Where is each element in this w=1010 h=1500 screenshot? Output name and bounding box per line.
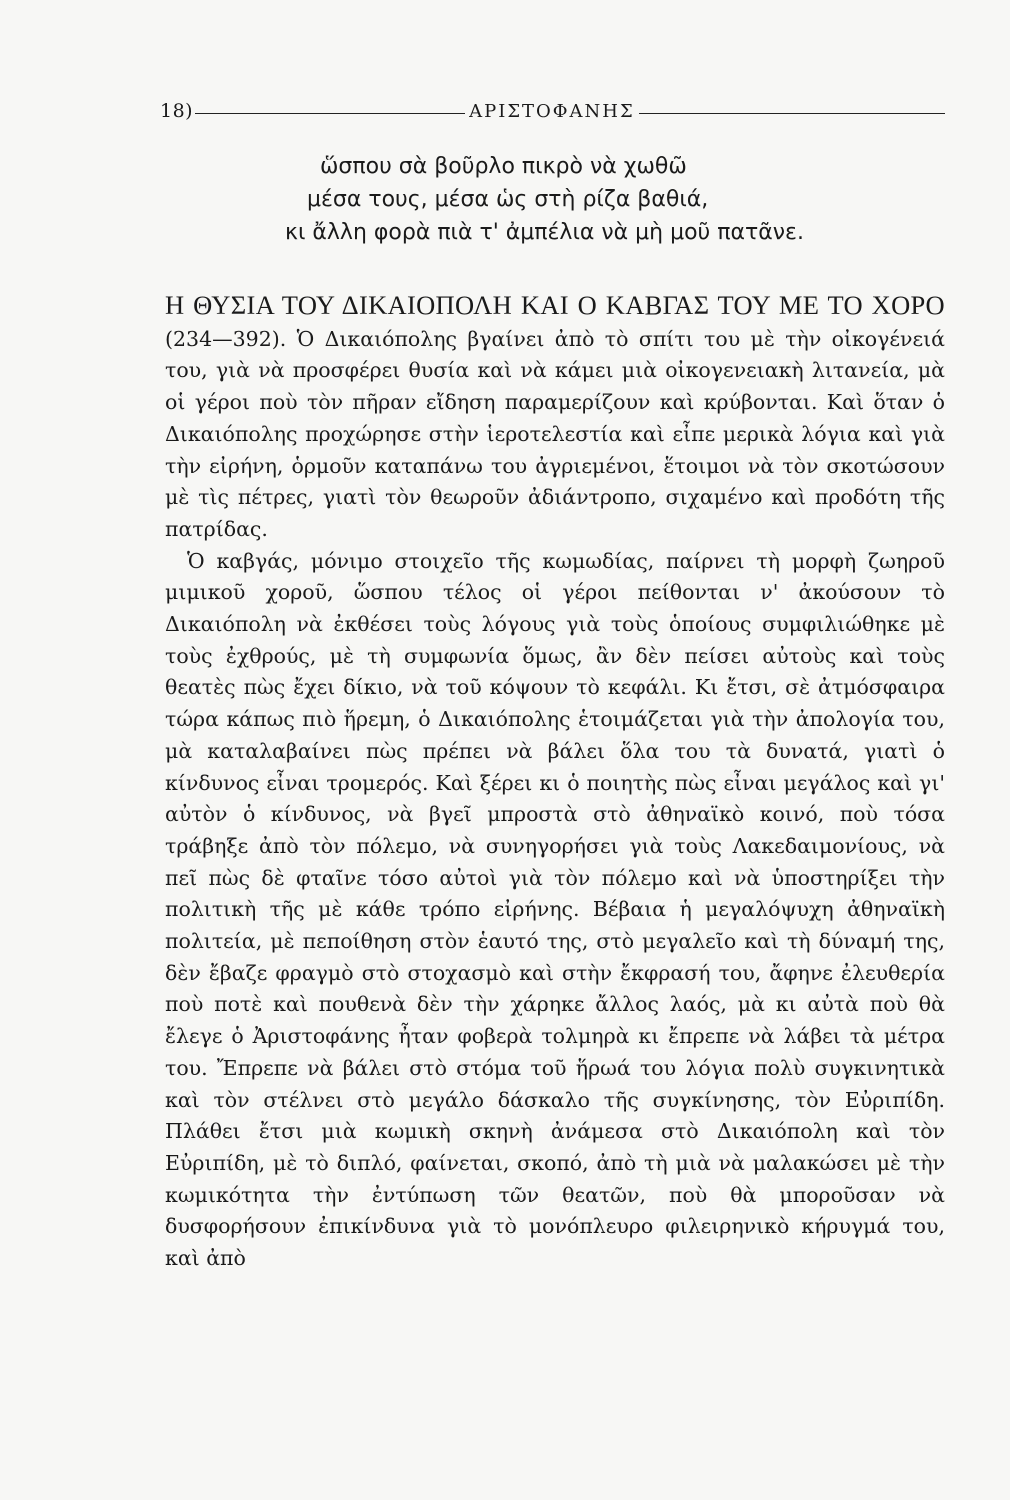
poem-excerpt [285, 150, 955, 249]
poem-line: ὥσπου σὰ βοῦρλο πικρὸ νὰ χωθῶ [320, 154, 687, 179]
header-rule-right [639, 113, 945, 114]
paragraph [165, 546, 945, 1275]
paragraph-text: Ὁ καβγάς, μόνιμο στοιχεῖο τῆς κωμωδίας, παίρνει τὴ μορφὴ ζωηροῦ μιμικοῦ χοροῦ, ὥσπου τέλος οἱ γέροι πείθονται ν' ἀκούσουν τὸ Δικαιόπολη νὰ ἐκθέσει τοὺς λόγους γιὰ τοὺς ὁποίους συμφιλιώθηκε μὲ τοὺς ἐχθρούς, μὲ τὴ συμφωνία ὅμως, ἂν δὲν πείσει αὐτοὺς καὶ τοὺς θεατὲς πὼς ἔχει δίκιο, νὰ τοῦ κόψουν τὸ κεφάλι. Κι ἔτσι, σὲ ἀτμόσφαιρα τώρα κάπως πιὸ ἥρεμη, ὁ Δικαιόπολης ἑτοιμάζεται γιὰ τὴν ἀπολογία του, μὰ καταλαβαίνει πὼς πρέπει νὰ βάλει ὅλα του τὰ δυνατά, γιατὶ ὁ κίνδυνος εἶναι τρομερός. Καὶ ξέρει κι ὁ ποιητὴς πὼς εἶναι μεγάλος καὶ γι' αὐτὸν ὁ κίνδυνος, νὰ βγεῖ μπροστὰ στὸ ἀθηναϊκὸ κοινό, ποὺ τόσα τράβηξε ἀπὸ τὸν πόλεμο, νὰ συνηγορήσει γιὰ τοὺς Λακεδαιμονίους, νὰ πεῖ πὼς δὲ φταῖνε τόσο αὐτοὶ γιὰ τὸν πόλεμο καὶ νὰ ὑποστηρίξει τὴν πολιτικὴ τῆς μὲ κάθε τρόπο εἰρήνης. Βέβαια ἡ μεγαλόψυχη ἀθηναϊκὴ πολιτεία, μὲ πεποίθηση στὸν ἑαυτό της, στὸ μεγαλεῖο καὶ τὴ δύναμή της, δὲν ἔβαζε φραγμὸ στὸ στοχασμὸ καὶ στὴν ἔκφρασή του, ἄφηνε ἐλευθερία ποὺ ποτὲ καὶ πουθενὰ δὲν τὴν χάρηκε ἄλλος λαός, μὰ κι αὐτὰ ποὺ θὰ ἔλεγε ὁ Ἀριστοφάνης ἦταν φοβερὰ τολμηρὰ κι ἔπρεπε νὰ λάβει τὰ μέτρα του. Ἔπρεπε νὰ βάλει στὸ στόμα τοῦ ἥρωά του λόγια πολὺ συγκινητικὰ καὶ τὸν στέλνει στὸ μεγάλο δάσκαλο τῆς συγκίνησης, τὸν Εὐριπίδη. Πλάθει ἔτσι μιὰ κωμικὴ σκηνὴ ἀνάμεσα στὸ Δικαιόπολη καὶ τὸν Εὐριπίδη, μὲ τὸ διπλό, φαίνεται, σκοπό, ἀπὸ τὴ μιὰ νὰ μαλακώσει μὲ τὴν κωμικότητα τὴν ἐντύπωση τῶν θεατῶν, ποὺ θὰ μποροῦσαν νὰ δυσφορήσουν ἐπικίνδυνα γιὰ τὸ μονόπλευρο φιλειρηνικὸ κήρυγμά του, καὶ ἀπὸ [165, 548, 945, 1271]
body-text [165, 290, 945, 1275]
running-head-title: ΑΡΙΣΤΟΦΑΝΗΣ [469, 100, 635, 122]
running-head [160, 96, 945, 126]
header-rule-left [195, 113, 465, 114]
page-number: 18) [160, 100, 194, 122]
paragraph-text: (234—392). Ὁ Δικαιόπολης βγαίνει ἀπὸ τὸ σπίτι του μὲ τὴν οἰκογένειά του, γιὰ νὰ προσφέρει θυσία καὶ νὰ κάμει μιὰ οἰκογενειακὴ λιτανεία, μὰ οἱ γέροι ποὺ τὸν πῆραν εἴδηση παραμερίζουν καὶ κρύβονται. Καὶ ὅταν ὁ Δικαιόπολης προχώρησε στὴν ἱεροτελεστία καὶ εἶπε μερικὰ λόγια καὶ γιὰ τὴν εἰρήνη, ὁρμοῦν καταπάνω του ἀγριεμένοι, ἕτοιμοι νὰ τὸν σκοτώσουν μὲ τὶς πέτρες, γιατὶ τὸν θεωροῦν ἀδιάντροπο, σιχαμένο καὶ προδότη τῆς πατρίδας. [165, 326, 945, 541]
section-heading: Η ΘΥΣΙΑ ΤΟΥ ΔΙΚΑΙΟΠΟΛΗ ΚΑΙ Ο ΚΑΒΓΑΣ ΤΟΥ ΜΕ ΤΟ ΧΟΡΟ [165, 290, 945, 320]
poem-line: μέσα τους, μέσα ὡς στὴ ρίζα βαθιά, [307, 187, 709, 212]
poem-line: κι ἄλλη φορὰ πιὰ τ' ἀμπέλια νὰ μὴ μοῦ πατᾶνε. [285, 220, 804, 245]
paragraph [165, 290, 945, 546]
